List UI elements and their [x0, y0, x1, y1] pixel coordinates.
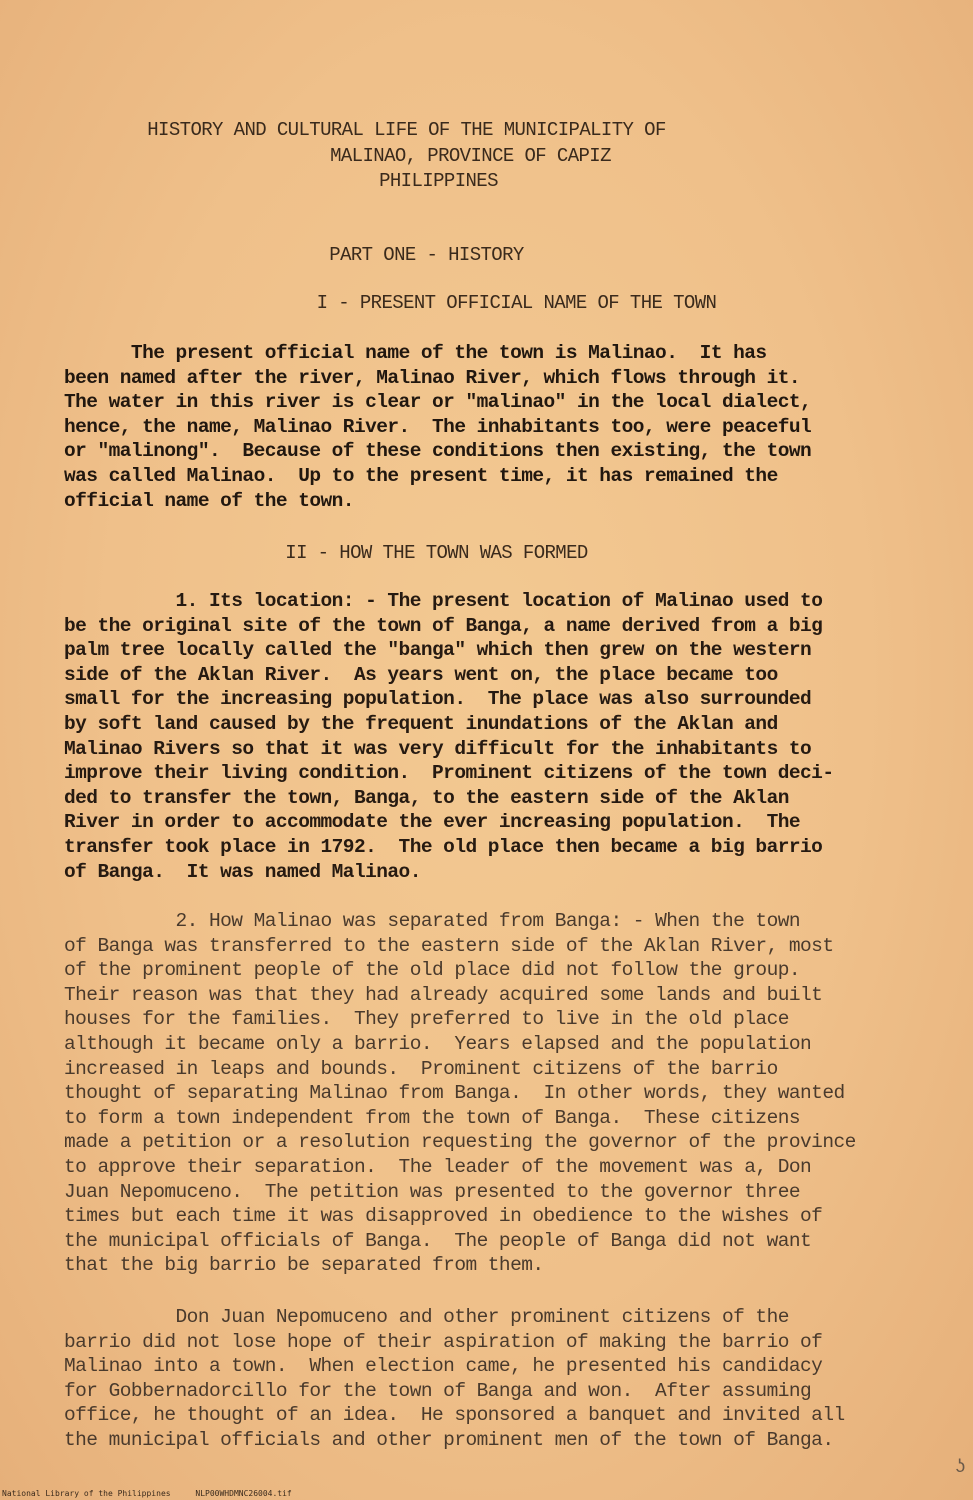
title-line-1: HISTORY AND CULTURAL LIFE OF THE MUNICIPALITY OF	[147, 119, 666, 141]
scan-footer	[2, 1489, 312, 1498]
section-one-paragraph: The present official name of the town is Malinao. It has been named after the river, Malinao River, which flows through it. The water in this river is clear or "malinao" in the local dialect, hence, the name, Malinao River. The inhabitants too, were peaceful or "malinong". Because of these conditions then existing, the town was called Malinao. Up to the present time, it has remained the official name of the town.	[64, 342, 812, 512]
title-line-3: PHILIPPINES	[379, 170, 498, 192]
section-two-paragraph-1: 1. Its location: - The present location of Malinao used to be the original site of the town of Banga, a name derived from a big palm tree locally called the "banga" which then grew on the western side of the Aklan River. As years went on, the place became too small for the increasing population. The place was also surrounded by soft land caused by the frequent inundations of the Aklan and Malinao Rivers so that it was very difficult for the inhabitants to improve their living condition. Prominent citizens of the town deci- ded to transfer the town, Banga, to the eastern side of the Aklan River in order to accommodate the ever increasing population. The transfer took place in 1792. The old place then became a big barrio of Banga. It was named Malinao.	[64, 590, 834, 883]
title-line-2: MALINAO, PROVINCE OF CAPIZ	[330, 145, 611, 167]
page-corner-mark: ʖ	[955, 1458, 966, 1478]
section-one-heading: I - PRESENT OFFICIAL NAME OF THE TOWN	[316, 292, 717, 314]
section-two-paragraph-3: Don Juan Nepomuceno and other prominent citizens of the barrio did not lose hope of their aspiration of making the barrio of Malinao into a town. When election came, he presented his candidacy for Gobbernadorcillo for the town of Banga and won. After assuming office, he thought of an idea. He sponsored a banquet and invited all the municipal officials and other prominent men of the town of Banga.	[64, 1306, 845, 1451]
section-two-heading: II - HOW THE TOWN WAS FORMED	[285, 542, 588, 564]
section-two-paragraph-2: 2. How Malinao was separated from Banga: - When the town of Banga was transferred to the eastern side of the Aklan River, most of the prominent people of the old place did not follow the group. Their reason was that they had already acquired some lands and built houses for the families. They preferred to live in the old place although it became only a barrio. Years elapsed and the population increased in leaps and bounds. Prominent citizens of the barrio thought of separating Malinao from Banga. In other words, they wanted to form a town independent from the town of Banga. These citizens made a petition or a resolution requesting the governor of the province to approve their separation. The leader of the movement was a, Don Juan Nepomuceno. The petition was presented to the governor three times but each time it was disapproved in obedience to the wishes of the municipal officials of Banga. The people of Banga did not want that the big barrio be separated from them.	[64, 910, 856, 1277]
part-heading: PART ONE - HISTORY	[329, 244, 524, 266]
footer-file-id: NLP00WHDMNC26004.tif	[195, 1489, 292, 1498]
footer-library: National Library of the Philippines	[2, 1489, 171, 1498]
